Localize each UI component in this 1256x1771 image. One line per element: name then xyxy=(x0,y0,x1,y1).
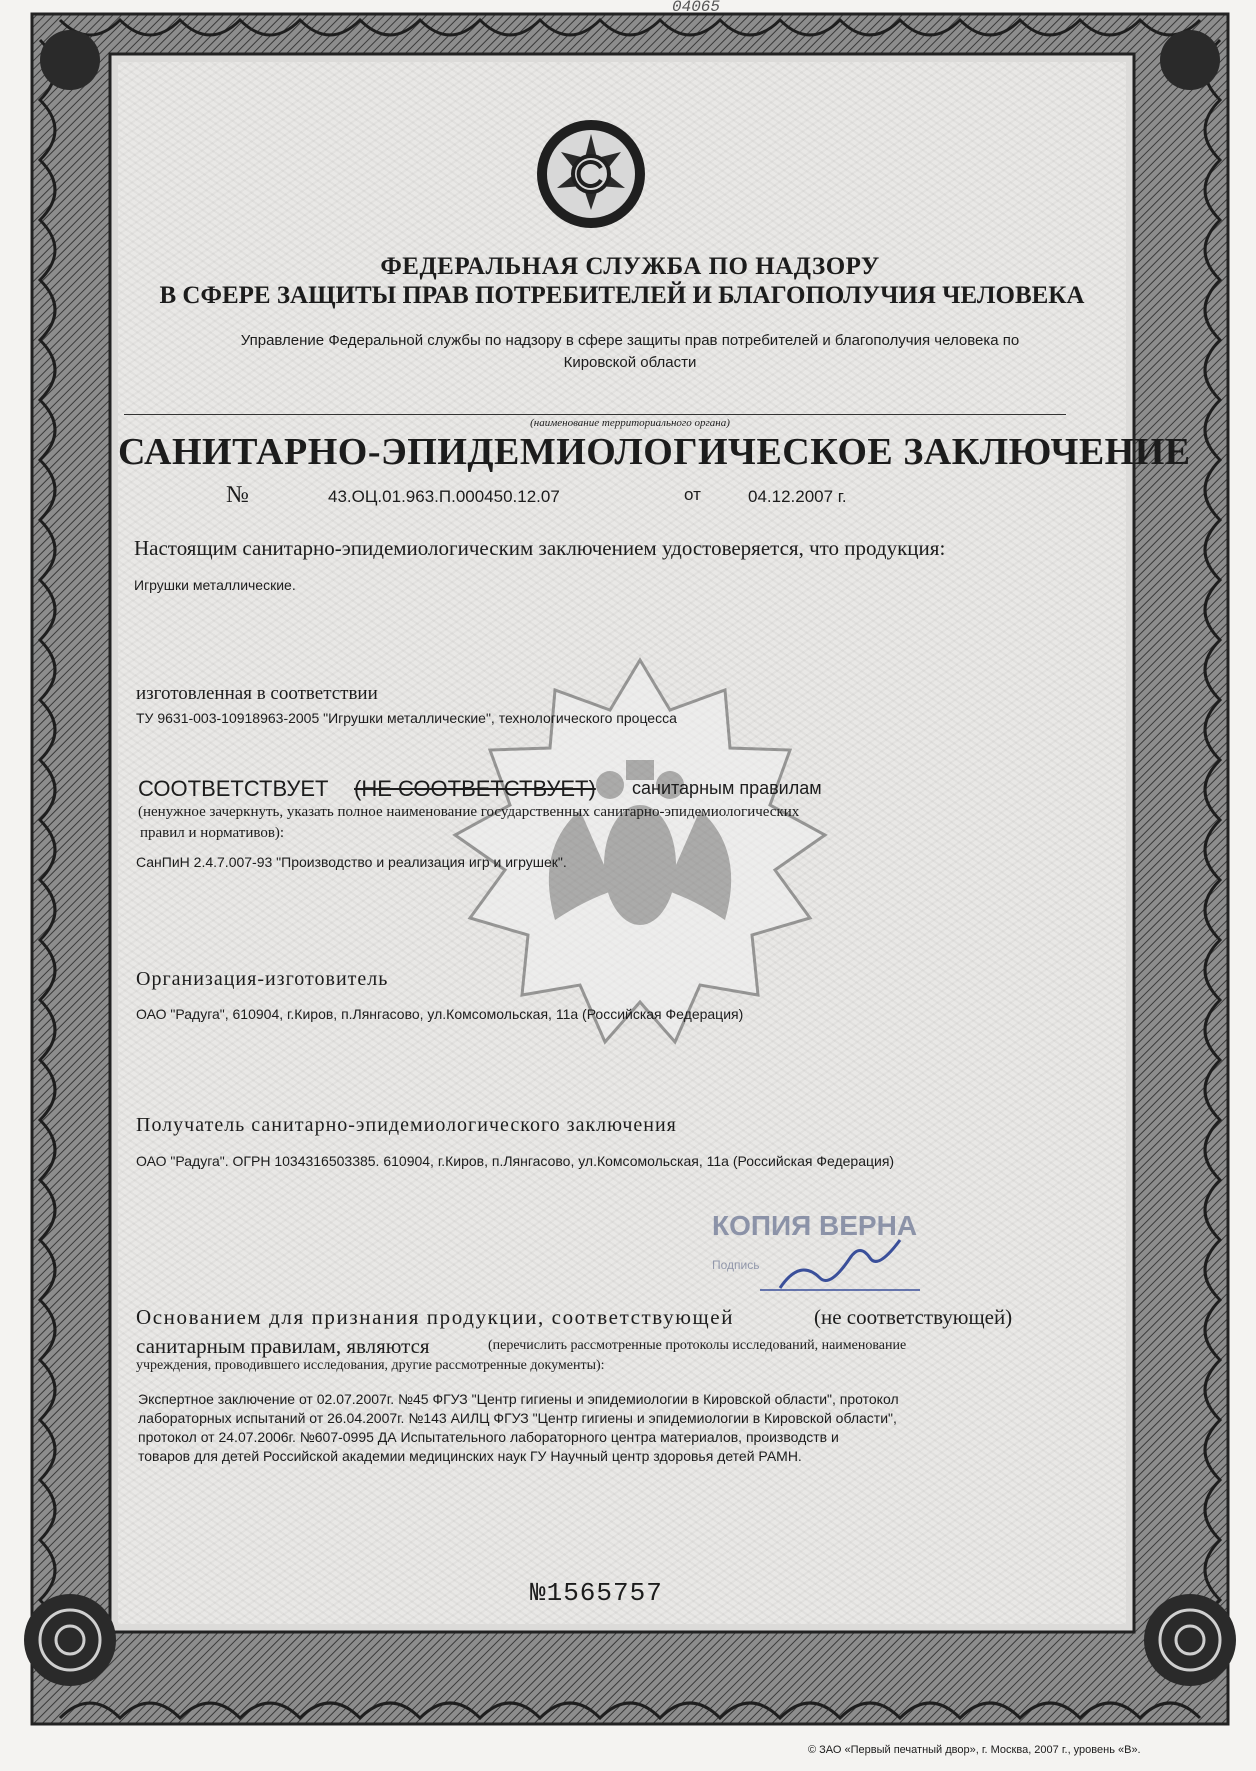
basis-text-line2: лабораторных испытаний от 26.04.2007г. №143 АИЛЦ ФГУЗ "Центр гигиены и эпидемиологии в Кировской области", xyxy=(138,1410,897,1426)
copy-stamp: КОПИЯ ВЕРНА xyxy=(712,1210,918,1241)
top-mark: 04065 xyxy=(672,0,721,16)
complies-label: СООТВЕТСТВУЕТ xyxy=(138,776,329,801)
manufactured-value: ТУ 9631-003-10918963-2005 "Игрушки металлические", технологического процесса xyxy=(136,710,677,726)
copy-stamp-sub: Подпись xyxy=(712,1258,760,1272)
date-label: от xyxy=(684,485,701,504)
basis-line1-a: Основанием для признания продукции, соответствующей xyxy=(136,1305,735,1329)
manufacturer-label: Организация-изготовитель xyxy=(136,968,389,990)
signature-mark xyxy=(760,1228,940,1308)
division-underline xyxy=(124,414,1066,415)
compliance-note-line1: (ненужное зачеркнуть, указать полное наименование государственных санитарно-эпидемиологических xyxy=(138,804,800,820)
agency-title-line2: В СФЕРЕ ЗАЩИТЫ ПРАВ ПОТРЕБИТЕЛЕЙ И БЛАГОПОЛУЧИЯ ЧЕЛОВЕКА xyxy=(159,282,1085,309)
printer-imprint: © ЗАО «Первый печатный двор», г. Москва, 2007 г., уровень «В». xyxy=(808,1744,1141,1756)
basis-line3: учреждения, проводившего исследования, другие рассмотренные документы): xyxy=(136,1358,605,1373)
basis-line1-b: (не соответствующей) xyxy=(814,1305,1013,1329)
basis-text-line1: Экспертное заключение от 02.07.2007г. №45 ФГУЗ "Центр гигиены и эпидемиологии в Кировской области", протокол xyxy=(138,1391,899,1407)
division-caption: (наименование территориального органа) xyxy=(530,417,730,429)
manufactured-label: изготовленная в соответствии xyxy=(136,683,378,704)
recipient-label: Получатель санитарно-эпидемиологического заключения xyxy=(136,1114,677,1136)
manufacturer-value: ОАО "Радуга", 610904, г.Киров, п.Лянгасово, ул.Комсомольская, 11а (Российская Федерация) xyxy=(136,1006,744,1022)
compliance-value: СанПиН 2.4.7.007-93 "Производство и реализация игр и игрушек". xyxy=(136,854,567,870)
document-date: 04.12.2007 г. xyxy=(748,487,847,506)
document-title: САНИТАРНО-ЭПИДЕМИОЛОГИЧЕСКОЕ ЗАКЛЮЧЕНИЕ xyxy=(118,431,1191,473)
number-label: № xyxy=(226,482,249,508)
blank-number: №1565757 xyxy=(530,1578,663,1608)
not-complies-label: (НЕ СООТВЕТСТВУЕТ) xyxy=(354,776,596,801)
division-line2: Кировской области xyxy=(563,354,697,371)
certify-statement: Настоящим санитарно-эпидемиологическим заключением удостоверяется, что продукция: xyxy=(134,536,946,560)
agency-emblem-icon xyxy=(535,118,647,230)
compliance-note-line2: правил и нормативов): xyxy=(140,825,285,841)
product-name: Игрушки металлические. xyxy=(134,577,296,593)
basis-line2-a: санитарным правилам, являются xyxy=(136,1334,430,1358)
rules-label: санитарным правилам xyxy=(632,778,822,798)
agency-title-line1: ФЕДЕРАЛЬНАЯ СЛУЖБА ПО НАДЗОРУ xyxy=(380,253,880,280)
basis-line2-b: (перечислить рассмотренные протоколы исследований, наименование xyxy=(488,1338,907,1353)
basis-text-line4: товаров для детей Российской академии медицинских наук ГУ Научный центр здоровья детей РАМН. xyxy=(138,1448,802,1464)
document-number: 43.ОЦ.01.963.П.000450.12.07 xyxy=(328,487,560,506)
recipient-value: ОАО "Радуга". ОГРН 1034316503385. 610904, г.Киров, п.Лянгасово, ул.Комсомольская, 11а (Российская Федерация) xyxy=(136,1153,895,1169)
basis-text-line3: протокол от 24.07.2006г. №607-0995 ДА Испытательного лабораторного центра материалов, производств и xyxy=(138,1429,839,1445)
division-line1: Управление Федеральной службы по надзору в сфере защиты прав потребителей и благополучия человека по xyxy=(240,332,1020,349)
